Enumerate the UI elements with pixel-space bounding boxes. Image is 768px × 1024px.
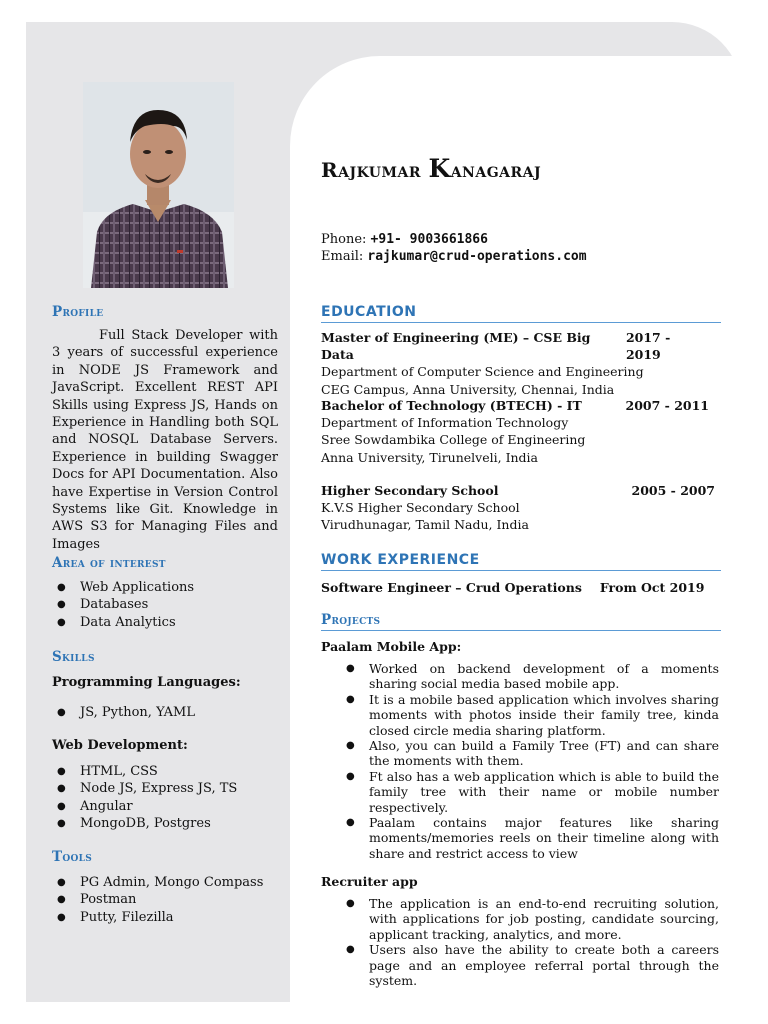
list-item: ● Paalam contains major features like sharing moments/memories reels on their timeline along with share and restrict access to view xyxy=(341,815,719,861)
interest-list xyxy=(52,579,278,631)
degree: Higher Secondary School xyxy=(321,483,499,498)
last-name-initial: K xyxy=(428,154,451,183)
list-item: ● MongoDB, Postgres xyxy=(52,815,278,832)
education-heading: EDUCATION xyxy=(321,304,721,323)
list-item: ● Also, you can build a Family Tree (FT) and can share the moments with them. xyxy=(341,738,719,769)
years: 2005 - 2007 xyxy=(631,483,715,498)
tools-heading: Tools xyxy=(52,849,93,865)
first-name: Rajkumar xyxy=(321,158,421,182)
work-role: Software Engineer – Crud Operations From Oct 2019 xyxy=(321,580,705,595)
email-line: Email: rajkumar@crud-operations.com xyxy=(321,249,587,264)
list-item: ● Ft also has a web application which is able to build the family tree with their name or mobile number respectively. xyxy=(341,769,719,815)
project-bullets xyxy=(341,661,719,861)
list-item: ● Postman xyxy=(52,891,278,908)
list-item: ● Data Analytics xyxy=(52,614,278,631)
web-development-title: Web Development: xyxy=(52,738,188,753)
email-address: rajkumar@crud-operations.com xyxy=(367,249,587,264)
web-development-list xyxy=(52,763,278,832)
degree: Bachelor of Technology (BTECH) - IT xyxy=(321,398,582,413)
list-item: ● Users also have the ability to create both a careers page and an employee referral portal through the system. xyxy=(341,942,719,988)
list-item: ● Web Applications xyxy=(52,579,278,596)
interest-heading: Area of interest xyxy=(52,555,166,571)
project-bullets xyxy=(341,896,719,988)
candidate-name xyxy=(321,154,541,183)
years: 2017 - 2019 xyxy=(625,330,671,363)
project-title: Recruiter app xyxy=(321,874,418,889)
list-item: ● Databases xyxy=(52,596,278,613)
project-title: Paalam Mobile App: xyxy=(321,639,462,654)
contact-info xyxy=(321,231,587,265)
profile-photo xyxy=(83,82,234,288)
last-name-rest: anagaraj xyxy=(450,158,542,182)
list-item: ● Worked on backend development of a moments sharing social media based mobile app. xyxy=(341,661,719,692)
education-item: Bachelor of Technology (BTECH) - IT 2007 - 2011 Department of Information Technology Sree Sowdambika College of Engineering Anna University, Tirunelveli, India xyxy=(321,398,709,465)
education-item: Master of Engineering (ME) – CSE Big Data 2017 - 2019 Department of Computer Science and Engineering CEG Campus, Anna University, Chennai, India xyxy=(321,329,721,398)
programming-list xyxy=(52,704,278,721)
list-item: ● Putty, Filezilla xyxy=(52,909,278,926)
work-start: From Oct 2019 xyxy=(599,580,705,595)
programming-title: Programming Languages: xyxy=(52,675,241,690)
list-item: ● PG Admin, Mongo Compass xyxy=(52,874,278,891)
phone-line: Phone: +91- 9003661866 xyxy=(321,232,488,247)
list-item: ● Angular xyxy=(52,798,278,815)
list-item: ● HTML, CSS xyxy=(52,763,278,780)
profile-summary: Full Stack Developer with 3 years of successful experience in NODE JS Framework and JavaScript. Excellent REST API Skills using Express JS, Hands on Experience in Handling both SQL and NOSQL Database Servers. Experience in building Swagger Docs for API Documentation. Also have Expertise in Version Control Systems like Git. Knowledge in AWS S3 for Managing Files and Images xyxy=(52,328,278,552)
list-item: ● The application is an end-to-end recruiting solution, with applications for job posting, candidate sourcing, applicant tracking, analytics, and more. xyxy=(341,896,719,942)
list-item: ● It is a mobile based application which involves sharing moments with photos inside their family tree, kinda closed circle media sharing platform. xyxy=(341,692,719,738)
profile-heading: Profile xyxy=(52,304,104,320)
tools-list xyxy=(52,874,278,926)
work-experience-heading: WORK EXPERIENCE xyxy=(321,552,721,571)
skills-heading: Skills xyxy=(52,649,95,665)
list-item: ● JS, Python, YAML xyxy=(52,704,278,721)
projects-heading: Projects xyxy=(321,612,721,631)
phone-number: +91- 9003661866 xyxy=(370,232,488,247)
education-item: Higher Secondary School 2005 - 2007 K.V.S Higher Secondary School Virudhunagar, Tamil Nadu, India xyxy=(321,483,715,533)
list-item: ● Node JS, Express JS, TS xyxy=(52,780,278,797)
years: 2007 - 2011 xyxy=(625,398,709,413)
degree: Master of Engineering (ME) – CSE Big Data xyxy=(321,330,591,363)
